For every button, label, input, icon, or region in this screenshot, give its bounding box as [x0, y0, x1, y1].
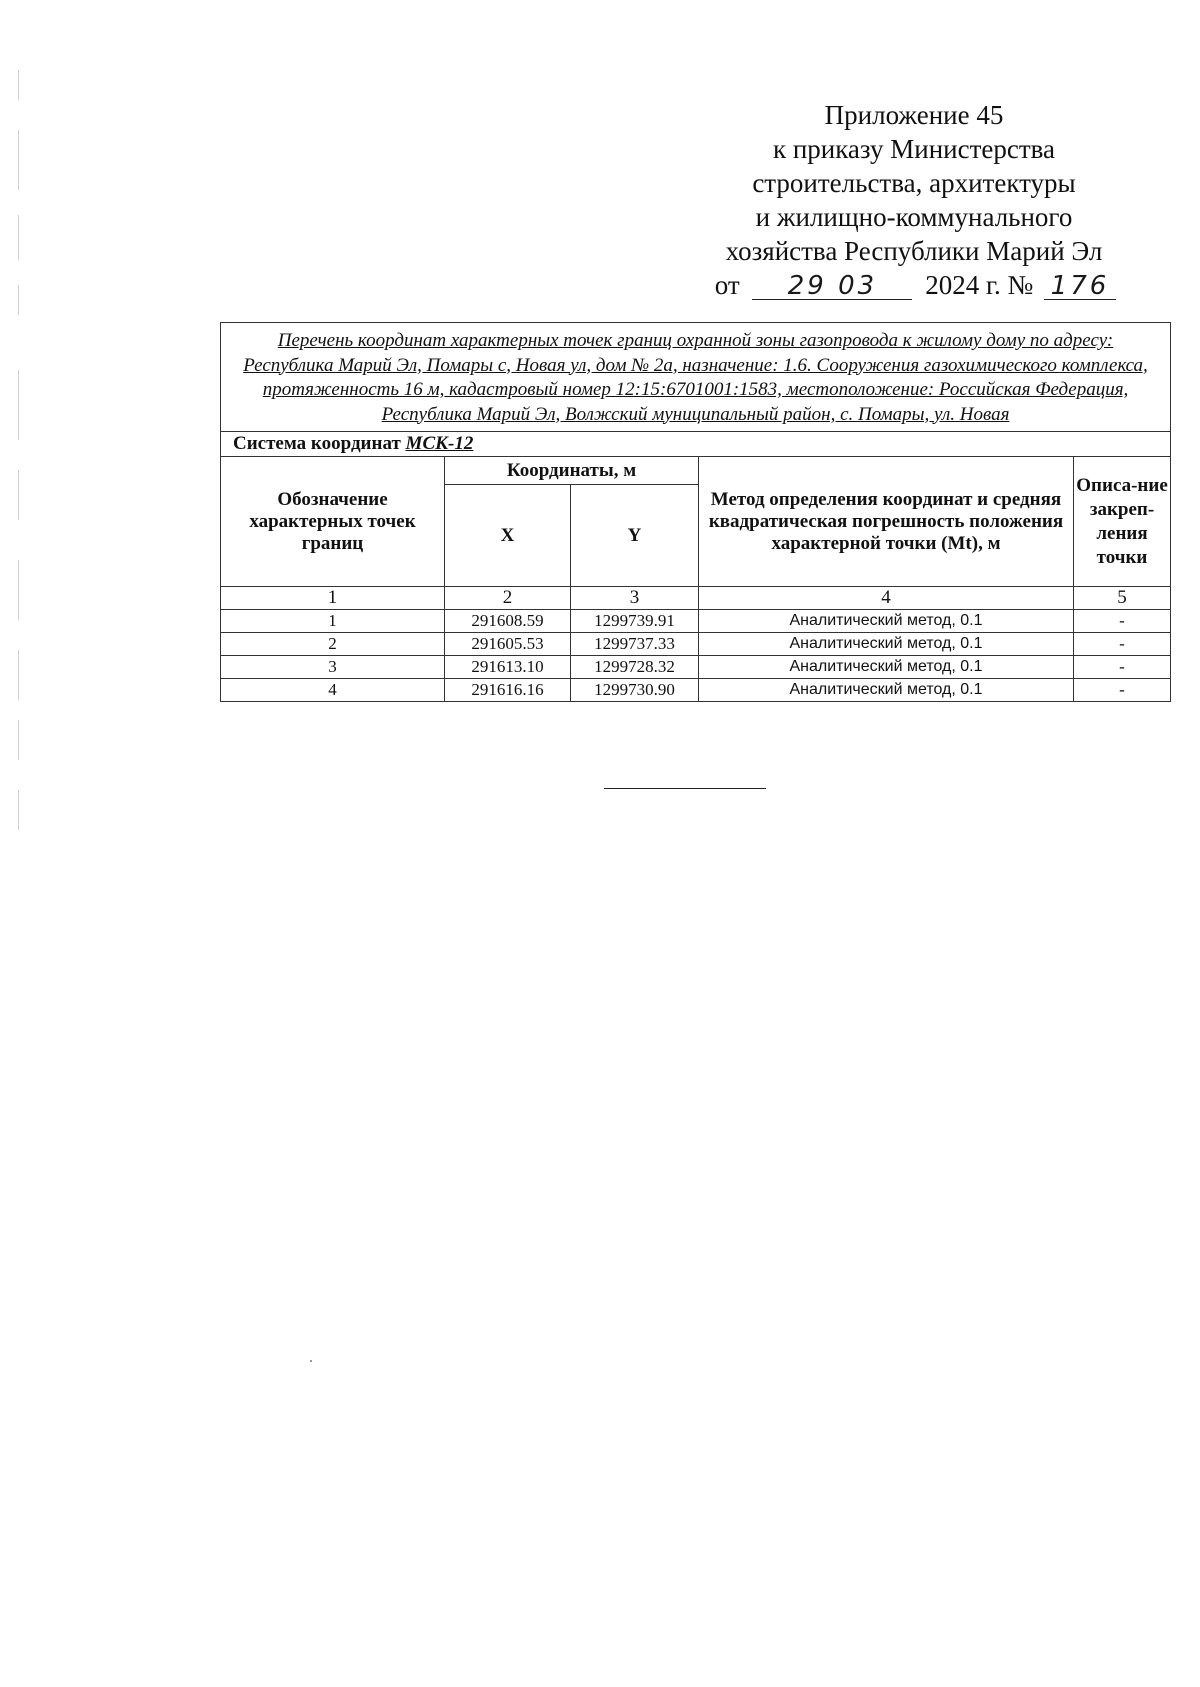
scan-artifact	[18, 650, 19, 700]
header-y: Y	[571, 485, 699, 587]
column-number: 5	[1074, 587, 1171, 610]
cell-method: Аналитический метод, 0.1	[699, 679, 1074, 702]
cell-point: 4	[221, 679, 445, 702]
header-x: X	[445, 485, 571, 587]
appendix-line: Приложение 45	[824, 100, 1004, 130]
appendix-line: хозяйства Республики Марий Эл	[725, 236, 1103, 266]
header-method: Метод определения координат и средняя квадратическая погрешность положения характерной точки (Mt), м	[699, 457, 1074, 587]
cell-method: Аналитический метод, 0.1	[699, 610, 1074, 633]
cell-x: 291613.10	[445, 656, 571, 679]
table-row	[221, 679, 1171, 702]
scan-artifact	[18, 285, 19, 315]
cell-method: Аналитический метод, 0.1	[699, 633, 1074, 656]
cell-description: -	[1074, 679, 1171, 702]
cell-point: 2	[221, 633, 445, 656]
cell-method: Аналитический метод, 0.1	[699, 656, 1074, 679]
column-number-row	[221, 587, 1171, 610]
column-number: 1	[221, 587, 445, 610]
coordinate-system-name: МСК-12	[405, 433, 474, 454]
scan-artifact	[18, 790, 19, 830]
cell-x: 291608.59	[445, 610, 571, 633]
header-description: Описа-ние закреп-ления точки	[1074, 457, 1171, 587]
cell-x: 291616.16	[445, 679, 571, 702]
cell-description: -	[1074, 633, 1171, 656]
date-prefix: от	[714, 270, 740, 300]
cell-description: -	[1074, 656, 1171, 679]
scan-artifact	[18, 130, 19, 190]
handwritten-date: 29 03	[752, 273, 912, 300]
scan-artifact	[18, 560, 19, 620]
handwritten-order-number: 176	[1044, 273, 1116, 300]
appendix-header	[704, 98, 1124, 302]
coordinate-system-row	[221, 432, 1171, 457]
column-number: 2	[445, 587, 571, 610]
cell-description: -	[1074, 610, 1171, 633]
cell-y: 1299728.32	[571, 656, 699, 679]
year-number-label: 2024 г. №	[925, 270, 1034, 300]
cell-point: 1	[221, 610, 445, 633]
column-number: 4	[699, 587, 1074, 610]
appendix-line: строительства, архитектуры	[752, 168, 1076, 198]
header-coordinates: Координаты, м	[445, 457, 699, 485]
table-caption: Перечень координат характерных точек границ охранной зоны газопровода к жилому дому по адресу: Республика Марий Эл, Помары с, Новая ул, дом № 2а, назначение: 1.6. Сооружения газохимического комплекса, протяженность 16 м, кадастровый номер 12:15:6701001:1583, местоположение: Российская Федерация, Республика Марий Эл, Волжский муниципальный район, с. Помары, ул. Новая	[221, 323, 1171, 432]
scan-artifact	[310, 1360, 312, 1362]
column-number: 3	[571, 587, 699, 610]
cell-y: 1299737.33	[571, 633, 699, 656]
cell-y: 1299739.91	[571, 610, 699, 633]
appendix-line: и жилищно-коммунального	[755, 202, 1073, 232]
table-row	[221, 610, 1171, 633]
cell-x: 291605.53	[445, 633, 571, 656]
cell-y: 1299730.90	[571, 679, 699, 702]
table-row	[221, 633, 1171, 656]
document-end-divider	[604, 788, 766, 789]
coordinates-table	[220, 322, 1171, 702]
scan-artifact	[18, 215, 19, 260]
scan-artifact	[18, 470, 19, 520]
order-date-line	[704, 268, 1124, 302]
scan-artifact	[18, 70, 19, 100]
appendix-line: к приказу Министерства	[772, 134, 1056, 164]
coordinate-system-label: Система координат	[233, 433, 401, 454]
header-point: Обозначение характерных точек границ	[221, 457, 445, 587]
scan-artifact	[18, 370, 19, 440]
cell-point: 3	[221, 656, 445, 679]
table-row	[221, 656, 1171, 679]
scan-artifact	[18, 720, 19, 760]
